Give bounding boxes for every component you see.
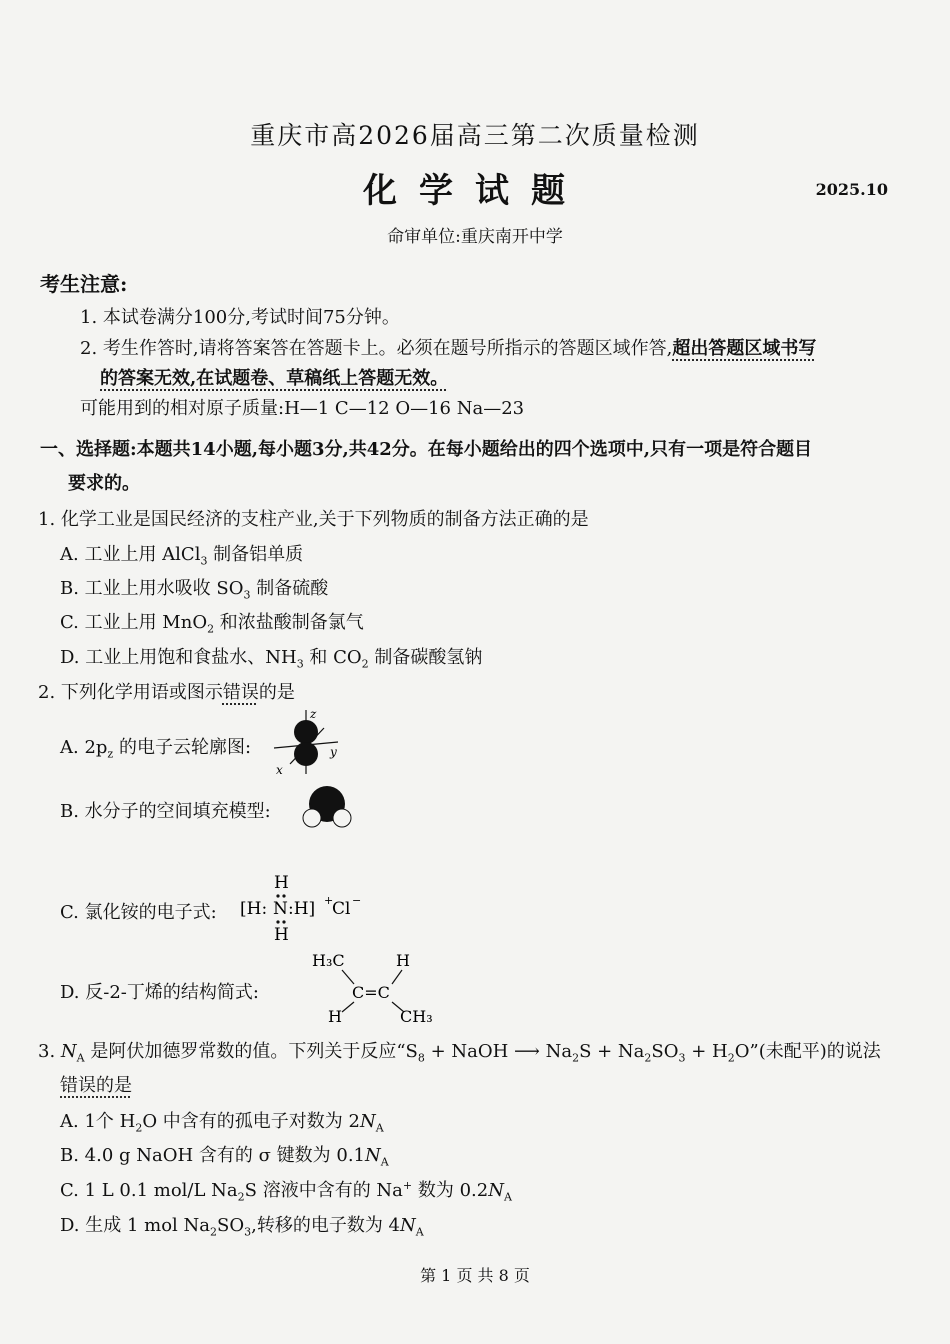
- svg-text:H: H: [396, 951, 410, 970]
- p-orbital-icon: [268, 706, 348, 778]
- atomic-masses: 可能用到的相对原子质量:H—1 C—12 O—16 Na—23: [80, 398, 525, 419]
- notice-item-2-text: 2. 考生作答时,请将答案答在答题卡上。必须在题号所指示的答题区域作答,: [80, 338, 673, 359]
- q3-option-a: A. 1个 $H_2O$ 中含有的孤电子对数为 $2N_A$: [60, 1111, 384, 1135]
- svg-text:Cl: Cl: [332, 899, 351, 919]
- svg-text:x: x: [276, 763, 283, 777]
- svg-text:H₃C: H₃C: [312, 951, 345, 970]
- svg-text:H: H: [274, 873, 289, 893]
- q2-stem: 2. 下列化学用语或图示错误的是: [38, 682, 295, 703]
- svg-text:−: −: [352, 894, 362, 907]
- svg-text:CH₃: CH₃: [400, 1007, 433, 1026]
- svg-text:+: +: [324, 894, 334, 907]
- q1-option-c: C. 工业上用 MnO$_2$ 和浓盐酸制备氯气: [60, 612, 364, 636]
- trans-2-butene-structure: [308, 948, 448, 1026]
- section-1-instructions: 一、选择题:本题共14小题,每小题3分,共42分。在每小题给出的四个选项中,只有一项是符合题目: [40, 439, 813, 460]
- svg-text::H]: :H]: [288, 899, 316, 919]
- subject-title: 化学试题: [363, 171, 587, 211]
- svg-text:N: N: [273, 899, 288, 919]
- author-unit: 命审单位:重庆南开中学: [387, 227, 563, 247]
- q3-stem-cont: 错误的是: [60, 1075, 132, 1096]
- notice-item-1: 1. 本试卷满分100分,考试时间75分钟。: [80, 307, 400, 328]
- q2-option-c: C. 氯化铵的电子式:: [60, 902, 217, 923]
- q1-option-b: B. 工业上用水吸收 $SO_3$ 制备硫酸: [60, 578, 329, 602]
- exam-date: 2025.10: [815, 180, 888, 199]
- water-model-icon: [296, 782, 358, 834]
- notice-item-2-cont: [100, 364, 448, 390]
- svg-text:H: H: [274, 925, 289, 944]
- svg-text:[H:: [H:: [240, 899, 268, 919]
- q2-option-a: A. $2p_z$ 的电子云轮廓图:: [60, 737, 252, 761]
- notice-item-2-bold: 超出答题区域书写: [672, 338, 817, 359]
- q3-option-b: B. 4.0 g NaOH 含有的 σ 键数为 $0.1N_A$: [60, 1145, 389, 1169]
- notice-item-2: [80, 334, 816, 360]
- q3-option-d: D. 生成 1 mol $Na_2SO_3$,转移的电子数为 $4N_A$: [60, 1215, 424, 1239]
- notice-item-2-bold-cont: 的答案无效,在试题卷、草稿纸上答题无效。: [100, 368, 449, 389]
- svg-text:z: z: [310, 707, 317, 721]
- q3-option-c: C. 1 L 0.1 mol/L $Na_2S$ 溶液中含有的 Na+ 数为 $0.2N_A$: [60, 1179, 512, 1204]
- exam-title: 重庆市高2026届高三第二次质量检测: [250, 121, 700, 150]
- notice-heading: 考生注意:: [40, 272, 128, 296]
- q2-option-d: D. 反-2-丁烯的结构简式:: [60, 982, 259, 1003]
- q1-stem: 1. 化学工业是国民经济的支柱产业,关于下列物质的制备方法正确的是: [38, 509, 589, 530]
- page-footer: 第 1 页 共 8 页: [420, 1266, 530, 1285]
- q1-option-a: A. 工业上用 AlCl$_3$ 制备铝单质: [60, 544, 304, 568]
- q1-option-d: D. 工业上用饱和食盐水、$NH_3$ 和 $CO_2$ 制备碳酸氢钠: [60, 647, 483, 671]
- svg-text:y: y: [330, 745, 337, 759]
- svg-text:H: H: [328, 1007, 342, 1026]
- nh4cl-lewis-structure: [238, 872, 368, 944]
- q2-option-b: B. 水分子的空间填充模型:: [60, 801, 271, 822]
- svg-text:C=C: C=C: [352, 983, 390, 1002]
- q3-stem: 3. $N_A$ 是阿伏加德罗常数的值。下列关于反应“$S_8$ + NaOH ⟶ $Na_2S + Na_2SO_3$ + $H_2O$”(未配平)的说法: [38, 1041, 881, 1065]
- section-1-instructions-cont: 要求的。: [68, 473, 140, 494]
